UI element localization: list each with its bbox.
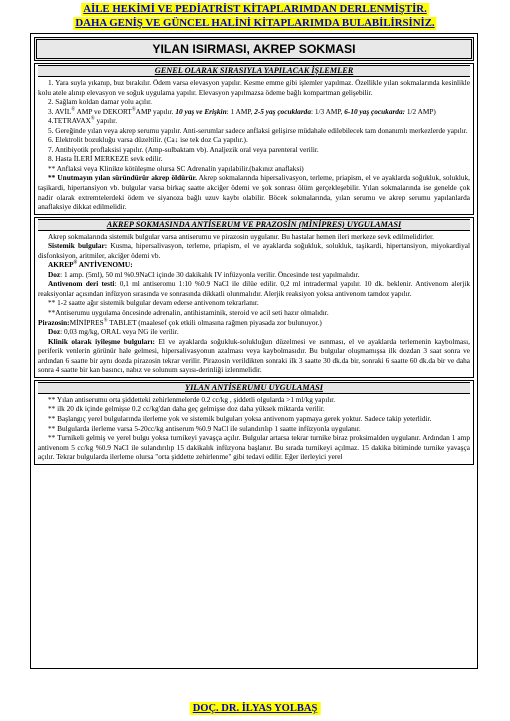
clinical-improvement-text: El ve ayaklarda soğukluk-solukluğun düzelmesi ve ısınması, el ve ayaklarda terlemenin kaybolması, periferik venlerin görünür hale gelmesi, hipersalivasyonun azalması veya kaybolmasıdır. Bu bulgular oluşmamışsa ilk dozdan 3 saat sonra ve ardından 6 saatte bir aynı dozda pirazosin tekrar verilir. Pirazosin verildikten sonraki ilk 3 saatte 30 dk.da bir, sonraki 6 saatte 60 dk.da bir ve daha sonra 4 saatte bir kan basıncı, nabız ve solunum sayısı-derinliği izlenmelidir. xyxy=(38,336,470,375)
systemic-findings-label: Sistemik bulgular: xyxy=(48,241,108,251)
author-signature: DOÇ. DR. İLYAS YOLBAŞ xyxy=(190,702,321,715)
step-2: 2. Sağlam koldan damar yolu açılır. xyxy=(48,97,152,107)
step-7: 7. Antibiyotik proflaksisi yapılır. (Amp-sulbaktam vb). Analjezik oral veya parenteral verilir. xyxy=(48,144,319,154)
systemic-findings xyxy=(38,241,470,260)
snake-line-1: ** Yılan antiserumu orta şiddetteki zehirlenmelerde 0.2 cc/kg , şiddetli olgularda >1 ml/kg yapılır. xyxy=(48,394,336,404)
antivenom-heading-b: ANTİVENOMU: xyxy=(77,260,133,270)
note-anaphylaxis: ** Anflaksi veya Klinikte kötüleşme olursa SC Adrenalin yapılabilir.(bakınız anaflaksi) xyxy=(48,163,304,173)
snake-line-4: ** Bulgularda ilerleme varsa 5-20cc/kg antiserum %0.9 NaCl ile sulandırılıp 1 saatte infüzyonla uygulanır. xyxy=(48,423,361,433)
step-3-adult-label: 10 yaş ve Erişkin xyxy=(175,106,227,116)
section-scorpion-antiserum xyxy=(34,217,474,378)
step-3-part-e: : 1/3 AMP, xyxy=(310,106,345,116)
snake-line-2: ** ilk 20 dk içinde gelmişse 0.2 cc/kg'dan daha geç gelmişse doz daha yüksek miktarda verilir. xyxy=(48,404,325,414)
note-scorpion-warning xyxy=(38,173,470,211)
step-1: 1. Yara suyla yıkanıp, buz bırakılır. Ödem varsa elevasyon yapılır. Kesme emme gibi işlemler yapılmaz. Özellikle yılan sokmalarında kesinlikle kolu atele alınıp elevasyon ve soğuk uygulama yapılır. Elevasyon yapılmazsa ödeme bağlı kompartman gelişebilir. xyxy=(38,78,470,97)
antivenom-skin-test xyxy=(38,279,470,298)
section-general-steps xyxy=(34,63,474,215)
antivenom-note-1: ** 1-2 saatte ağır sistemik bulgular devam ederse antivenom tekrarlanır. xyxy=(48,298,259,308)
section-snake-antiserum xyxy=(34,380,474,465)
systemic-findings-text: Kusma, hipersalivasyon, terleme, priapism, el ve ayaklarda soğukluk, solukluk, taşikardi, hipertansiyon, miyokardiyal disfonksiyon, aritmiler, akciğer ödemi vb. xyxy=(38,241,470,260)
step-3-part-d: : 1 AMP, xyxy=(226,106,255,116)
step-3-child-label: 2-5 yaş çocuklarda xyxy=(254,106,311,116)
step-5: 5. Gereğinde yılan veya akrep serumu yapılır. Anti-serumlar sadece anflaksi gelişirse müdahale edilebilecek tam donanımlı merkezlerde yapılır. xyxy=(48,125,468,135)
antivenom-heading-a: AKREP xyxy=(48,260,74,270)
step-4-part-a: 4.TETRAVAX xyxy=(48,116,91,126)
section-heading-scorpion: AKREP SOKMASINDA ANTİSERUM VE PRAZOSİN (MİNİPRES) UYGULAMASI xyxy=(38,219,470,231)
prazosin-line xyxy=(38,318,470,328)
document-frame xyxy=(30,33,478,669)
header-banner-line-2: DAHA GENİŞ VE GÜNCEL HALİNİ KİTAPLARIMDA BULABİLİRSİNİZ. xyxy=(75,17,435,29)
header-banner-line-1: AİLE HEKİMİ VE PEDİATRİST KİTAPLARIMDAN DERLENMİŞTİR. xyxy=(83,3,427,15)
prazosin-label: Pirazosin: xyxy=(38,317,70,327)
snake-line-3: ** Başlangıç yerel bulgularında ilerleme yok ve sistemik bulguları yoksa antivenom yapmaya gerek yoktur. Sadece takip yeterlidir. xyxy=(48,413,432,423)
step-3-part-c: AMP yapılır. xyxy=(135,106,176,116)
step-3-older-child-label: 6-10 yaş çocukarda: xyxy=(344,106,406,116)
step-4-part-b: yapılır. xyxy=(94,116,118,126)
prazosin-dose-text: : 0,03 mg/kg, ORAL veya NG ile verilir. xyxy=(60,327,179,337)
scorpion-antivenom-heading xyxy=(38,260,470,270)
prazosin-brand: MİNİPRES xyxy=(69,317,104,327)
step-8: 8. Hasta İLERİ MERKEZE sevk edilir. xyxy=(48,154,163,164)
prazosin-dose-label: Doz xyxy=(48,327,61,337)
page-title: YILAN ISIRMASI, AKREP SOKMASI xyxy=(34,37,474,61)
step-6: 6. Elektrolit bozukluğu varsa düzeltilir. (Ca↓ ise tek doz Ca yapılır.). xyxy=(48,135,248,145)
scorpion-intro: Akrep sokmalarında sistemik bulgular varsa antiserumu ve pirazosin uygulanır. Bu hastalar hemen ileri merkeze sevk edilmelidirler. xyxy=(48,231,435,241)
prazosin-dose xyxy=(38,327,470,337)
antivenom-note-2: **Antiserumu uygulama öncesinde adrenalin, antihistaminik, steroid ve acil seti hazır olmalıdır. xyxy=(48,308,329,318)
step-3-part-f: 1/2 AMP) xyxy=(405,106,436,116)
step-3 xyxy=(38,107,470,117)
registered-mark: ® xyxy=(71,107,76,113)
section-heading-general: GENEL OLARAK SIRASIYLA YAPILACAK İŞLEMLER xyxy=(38,65,470,77)
skin-test-label: Antivenom deri testi xyxy=(48,279,115,289)
antivenom-dose xyxy=(38,270,470,280)
antivenom-dose-label: Doz xyxy=(48,269,61,279)
clinical-improvement-label: Klinik olarak iyileşme bulguları: xyxy=(48,336,155,346)
registered-mark: ® xyxy=(103,318,108,324)
snake-line-5: ** Turnikeli gelmiş ve yerel bulgu yoksa turnikeyi yavaşça açılır. Bulgular artarsa tekrar turnike biraz proksimalden uygulanır. Ardından 1 amp antivenom 5 cc/kg %0.9 NaCl ile sulandırılıp 15 dakikalık infüzyona başlanır. Bu sırada turnikeyi açılmaz. 15 dakika bitiminde turnike yavaşça açılır. Tekrar bulgularda ilerleme olursa "orta şiddette zehirlenme" gibi tedavi edilir. Eğer ilerleyici yerel xyxy=(38,433,470,462)
registered-mark: ® xyxy=(90,116,95,122)
clinical-improvement xyxy=(38,337,470,375)
step-4 xyxy=(38,116,470,126)
antivenom-dose-text: : 1 amp. (5ml), 50 ml %0.9NaCl içinde 30 dakikalık IV infüzyonla verilir. Öncesinde test yapılmalıdır. xyxy=(60,269,360,279)
note-warning-bold: ** Unutmayın yılan süründürür akrep öldürür. xyxy=(48,173,197,183)
section-heading-snake: YILAN ANTİSERUMU UYGULAMASI xyxy=(38,382,470,394)
note-warning-rest: Akrep sokmalarında hipersalivasyon, terleme, priapism, el ve ayaklarda soğukluk, solukluk, taşikardi, hipertansiyon vb. bulgular varsa birkaç saatte akciğer ödemi ve şok sonrası ölüm gerçekleşebilir. Yılan sokmalarında ise genelde çok nadir olarak extremtelerdeki ödem ve siyanoza bağlı uzuv kaybı olabilir. Böcek sokmalarında, yılan serumu ve akrep serumu yapılanlarda anaflaksiye dikkat edilmelidir. xyxy=(38,173,470,212)
prazosin-text: TABLET (maalesef çok etkili olmasına rağmen piyasada zor bulunuyor.) xyxy=(107,317,322,327)
skin-test-text: : 0,1 ml antiseromu 1:10 %0.9 NaCl ile dilüe edilir. 0,2 ml intradermal yapılır. 10 dk. beklenir. Antivenom alerjik reaksiyonlar açısından infüzyon sırasında ve sonrasında dikkatli olunmalıdır. Alerjik reaksiyon yoksa antivenom tamdoz yapılır. xyxy=(38,279,470,298)
step-3-part-b: AMP ve DEKORT xyxy=(75,106,132,116)
step-3-part-a: 3. AVİL xyxy=(48,106,72,116)
registered-mark: ® xyxy=(131,107,136,113)
registered-mark: ® xyxy=(73,260,78,266)
